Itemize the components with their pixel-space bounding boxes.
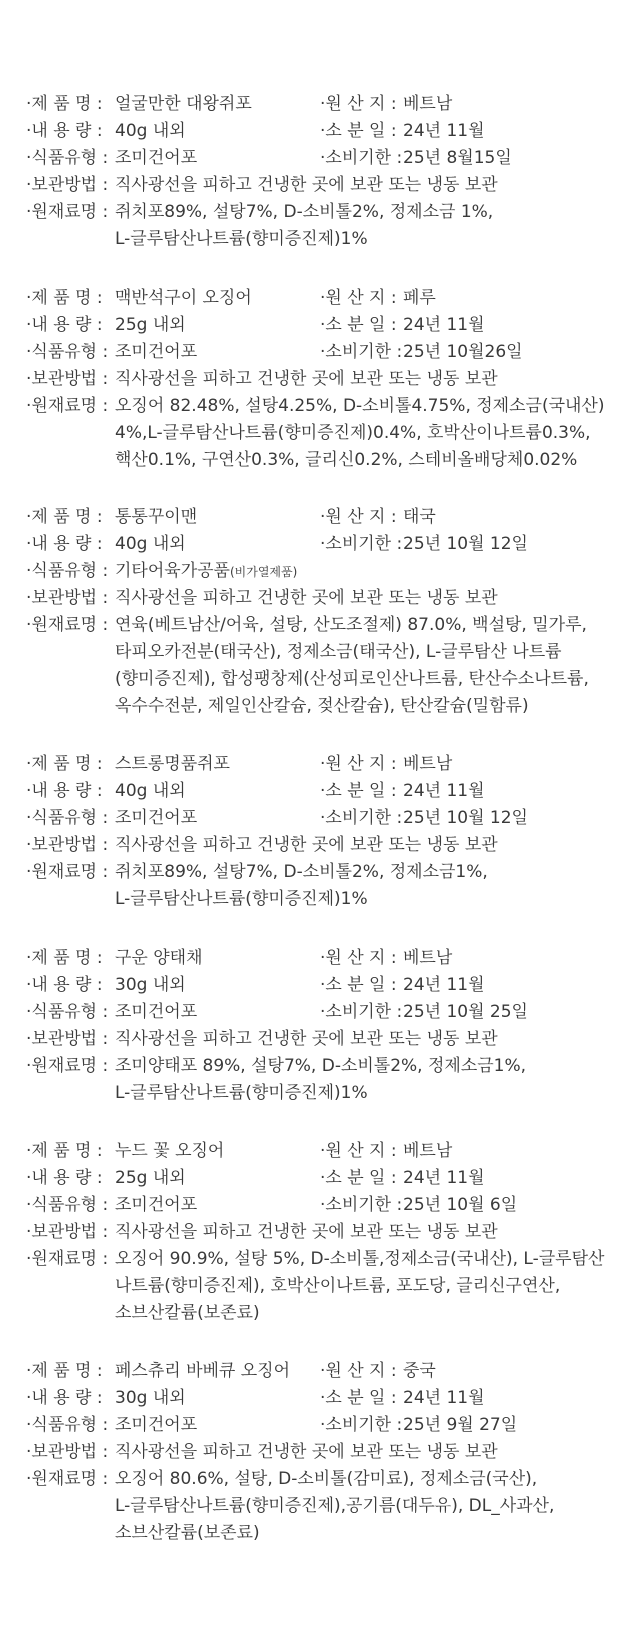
packed-value: 24년 11월 — [403, 1388, 485, 1408]
ingredients-label: ·원재료명 : — [26, 202, 109, 222]
ingredients-text — [115, 859, 615, 913]
origin-value: 중국 — [403, 1361, 436, 1381]
ingredients-text — [115, 1246, 615, 1327]
row-content — [0, 531, 640, 558]
product-block — [0, 285, 640, 470]
ingredients-label: ·원재료명 : — [26, 1249, 109, 1269]
type-value: 조미건어포 — [115, 148, 198, 168]
type-value: 조미건어포 — [115, 1002, 198, 1022]
product-name: 누드 꽃 오징어 — [115, 1141, 225, 1161]
product-block — [0, 91, 640, 249]
origin-value: 태국 — [403, 507, 436, 527]
ingredients-line: 오징어 90.9%, 설탕 5%, D-소비톨,정제소금(국내산), L-글루탐산 — [115, 1249, 605, 1269]
expiry-label: ·소비기한 : — [320, 1415, 403, 1435]
content-label: ·내 용 량 : — [26, 534, 103, 554]
row-type — [0, 1412, 640, 1439]
type-label: ·식품유형 : — [26, 808, 109, 828]
expiry-value: 25년 10월 6일 — [403, 1195, 518, 1215]
type-value: 조미건어포 — [115, 342, 198, 362]
product-block — [0, 1358, 640, 1543]
row-ingredients — [0, 199, 640, 249]
type-label: ·식품유형 : — [26, 1002, 109, 1022]
expiry-value: 25년 10월26일 — [403, 342, 523, 362]
ingredients-line: L-글루탐산나트륨(향미증진제)1% — [115, 229, 368, 249]
row-ingredients — [0, 1466, 640, 1543]
row-type — [0, 1192, 640, 1219]
ingredients-label: ·원재료명 : — [26, 615, 109, 635]
storage-label: ·보관방법 : — [26, 588, 109, 608]
content-value: 40g 내외 — [115, 781, 186, 801]
origin-value: 베트남 — [403, 754, 453, 774]
content-value: 40g 내외 — [115, 121, 186, 141]
origin-value: 페루 — [403, 288, 436, 308]
content-label: ·내 용 량 : — [26, 1168, 103, 1188]
row-storage — [0, 1439, 640, 1466]
ingredients-line: 쥐치포89%, 설탕7%, D-소비톨2%, 정제소금1%, — [115, 862, 488, 882]
ingredients-line: 연육(베트남산/어육, 설탕, 산도조절제) 87.0%, 백설탕, 밀가루, — [115, 615, 587, 635]
origin-label: ·원 산 지 : — [320, 754, 397, 774]
row-name — [0, 504, 640, 531]
packed-value: 24년 11월 — [403, 781, 485, 801]
ingredients-text — [115, 393, 615, 474]
content-value: 25g 내외 — [115, 315, 186, 335]
product-block — [0, 1138, 640, 1323]
row-storage — [0, 1026, 640, 1053]
row-content — [0, 972, 640, 999]
content-label: ·내 용 량 : — [26, 1388, 103, 1408]
packed-label: ·소 분 일 : — [320, 315, 397, 335]
name-label: ·제 품 명 : — [26, 1141, 103, 1161]
ingredients-line: 핵산0.1%, 구연산0.3%, 글리신0.2%, 스테비올배당체0.02% — [115, 450, 578, 470]
row-ingredients — [0, 859, 640, 909]
packed-label: ·소 분 일 : — [320, 1168, 397, 1188]
type-value: 기타어육가공품 — [115, 561, 230, 581]
storage-label: ·보관방법 : — [26, 1222, 109, 1242]
row-name — [0, 91, 640, 118]
product-name: 구운 양태채 — [115, 948, 203, 968]
origin-value: 베트남 — [403, 948, 453, 968]
content-label: ·내 용 량 : — [26, 975, 103, 995]
row-type — [0, 805, 640, 832]
type-note: (비가열제품) — [229, 565, 298, 579]
expiry-value: 25년 9월 27일 — [403, 1415, 518, 1435]
storage-value: 직사광선을 피하고 건냉한 곳에 보관 또는 냉동 보관 — [115, 1029, 498, 1049]
product-name: 통통꾸이맨 — [115, 507, 198, 527]
origin-label: ·원 산 지 : — [320, 948, 397, 968]
ingredients-line: 나트륨(향미증진제), 호박산이나트륨, 포도당, 글리신구연산, — [115, 1276, 561, 1296]
row-ingredients — [0, 393, 640, 470]
content-label: ·내 용 량 : — [26, 315, 103, 335]
type-label: ·식품유형 : — [26, 342, 109, 362]
origin-value: 베트남 — [403, 94, 453, 114]
storage-label: ·보관방법 : — [26, 835, 109, 855]
storage-value: 직사광선을 피하고 건냉한 곳에 보관 또는 냉동 보관 — [115, 1442, 498, 1462]
row-storage — [0, 832, 640, 859]
ingredients-text — [115, 612, 615, 720]
packed-label: ·소 분 일 : — [320, 121, 397, 141]
content-value: 30g 내외 — [115, 1388, 186, 1408]
row-content — [0, 1385, 640, 1412]
row-name — [0, 1138, 640, 1165]
ingredients-line: 오징어 80.6%, 설탕, D-소비톨(감미료), 정제소금(국산), — [115, 1469, 538, 1489]
content-label: ·내 용 량 : — [26, 781, 103, 801]
expiry-value: 25년 8월15일 — [403, 148, 512, 168]
packed-value: 24년 11월 — [403, 1168, 485, 1188]
expiry-label: ·소비기한 : — [320, 808, 403, 828]
product-block — [0, 945, 640, 1103]
ingredients-line: 타피오카전분(태국산), 정제소금(태국산), L-글루탐산 나트륨 — [115, 642, 562, 662]
name-label: ·제 품 명 : — [26, 1361, 103, 1381]
row-storage — [0, 585, 640, 612]
packed-label: ·소 분 일 : — [320, 1388, 397, 1408]
storage-label: ·보관방법 : — [26, 1442, 109, 1462]
origin-label: ·원 산 지 : — [320, 507, 397, 527]
ingredients-line: L-글루탐산나트륨(향미증진제),공기름(대두유), DL_사과산, — [115, 1496, 555, 1516]
row-content — [0, 118, 640, 145]
product-name: 얼굴만한 대왕쥐포 — [115, 94, 252, 114]
product-name: 맥반석구이 오징어 — [115, 288, 252, 308]
row-ingredients — [0, 612, 640, 716]
ingredients-label: ·원재료명 : — [26, 396, 109, 416]
content-value: 30g 내외 — [115, 975, 186, 995]
type-value: 조미건어포 — [115, 808, 198, 828]
ingredients-line: (향미증진제), 합성팽창제(산성피로인산나트륨, 탄산수소나트륨, — [115, 669, 589, 689]
type-label: ·식품유형 : — [26, 148, 109, 168]
packed-value: 24년 11월 — [403, 975, 485, 995]
expiry-label: ·소비기한 : — [320, 148, 403, 168]
ingredients-line: L-글루탐산나트륨(향미증진제)1% — [115, 889, 368, 909]
ingredients-line: 오징어 82.48%, 설탕4.25%, D-소비톨4.75%, 정제소금(국내산) — [115, 396, 605, 416]
content-value: 40g 내외 — [115, 534, 186, 554]
ingredients-line: 소브산칼륨(보존료) — [115, 1303, 260, 1323]
origin-label: ·원 산 지 : — [320, 1141, 397, 1161]
storage-value: 직사광선을 피하고 건냉한 곳에 보관 또는 냉동 보관 — [115, 1222, 498, 1242]
type-value: 조미건어포 — [115, 1195, 198, 1215]
expiry-value: 25년 10월 12일 — [403, 534, 528, 554]
row-type — [0, 999, 640, 1026]
name-label: ·제 품 명 : — [26, 754, 103, 774]
ingredients-line: 4%,L-글루탐산나트륨(향미증진제)0.4%, 호박산이나트륨0.3%, — [115, 423, 591, 443]
row-type — [0, 339, 640, 366]
expiry-value: 25년 10월 12일 — [403, 808, 528, 828]
product-name: 페스츄리 바베큐 오징어 — [115, 1361, 291, 1381]
storage-value: 직사광선을 피하고 건냉한 곳에 보관 또는 냉동 보관 — [115, 369, 498, 389]
row-name — [0, 285, 640, 312]
storage-label: ·보관방법 : — [26, 175, 109, 195]
origin-value: 베트남 — [403, 1141, 453, 1161]
name-label: ·제 품 명 : — [26, 288, 103, 308]
ingredients-line: 조미양태포 89%, 설탕7%, D-소비톨2%, 정제소금1%, — [115, 1056, 527, 1076]
ingredients-text — [115, 1466, 615, 1547]
row-name — [0, 1358, 640, 1385]
row-storage — [0, 1219, 640, 1246]
row-type — [0, 558, 640, 585]
expiry-label: ·소비기한 : — [320, 534, 403, 554]
storage-label: ·보관방법 : — [26, 369, 109, 389]
type-value-wrap — [115, 558, 297, 586]
row-ingredients — [0, 1053, 640, 1103]
type-label: ·식품유형 : — [26, 1415, 109, 1435]
type-label: ·식품유형 : — [26, 1195, 109, 1215]
name-label: ·제 품 명 : — [26, 94, 103, 114]
product-block — [0, 504, 640, 716]
packed-label: ·소 분 일 : — [320, 975, 397, 995]
expiry-label: ·소비기한 : — [320, 342, 403, 362]
row-name — [0, 945, 640, 972]
packed-label: ·소 분 일 : — [320, 781, 397, 801]
ingredients-label: ·원재료명 : — [26, 1469, 109, 1489]
row-content — [0, 778, 640, 805]
storage-value: 직사광선을 피하고 건냉한 곳에 보관 또는 냉동 보관 — [115, 835, 498, 855]
name-label: ·제 품 명 : — [26, 507, 103, 527]
row-name — [0, 751, 640, 778]
ingredients-line: 소브산칼륨(보존료) — [115, 1523, 260, 1543]
ingredients-label: ·원재료명 : — [26, 862, 109, 882]
ingredients-line: 쥐치포89%, 설탕7%, D-소비톨2%, 정제소금 1%, — [115, 202, 494, 222]
row-content — [0, 312, 640, 339]
expiry-value: 25년 10월 25일 — [403, 1002, 528, 1022]
type-value: 조미건어포 — [115, 1415, 198, 1435]
ingredients-label: ·원재료명 : — [26, 1056, 109, 1076]
storage-value: 직사광선을 피하고 건냉한 곳에 보관 또는 냉동 보관 — [115, 588, 498, 608]
storage-value: 직사광선을 피하고 건냉한 곳에 보관 또는 냉동 보관 — [115, 175, 498, 195]
ingredients-text — [115, 1053, 615, 1107]
storage-label: ·보관방법 : — [26, 1029, 109, 1049]
row-ingredients — [0, 1246, 640, 1323]
expiry-label: ·소비기한 : — [320, 1195, 403, 1215]
origin-label: ·원 산 지 : — [320, 288, 397, 308]
product-name: 스트롱명품쥐포 — [115, 754, 230, 774]
origin-label: ·원 산 지 : — [320, 94, 397, 114]
row-type — [0, 145, 640, 172]
name-label: ·제 품 명 : — [26, 948, 103, 968]
packed-value: 24년 11월 — [403, 315, 485, 335]
row-storage — [0, 366, 640, 393]
type-label: ·식품유형 : — [26, 561, 109, 581]
content-label: ·내 용 량 : — [26, 121, 103, 141]
product-block — [0, 751, 640, 909]
row-storage — [0, 172, 640, 199]
packed-value: 24년 11월 — [403, 121, 485, 141]
origin-label: ·원 산 지 : — [320, 1361, 397, 1381]
ingredients-line: L-글루탐산나트륨(향미증진제)1% — [115, 1083, 368, 1103]
ingredients-text — [115, 199, 615, 253]
expiry-label: ·소비기한 : — [320, 1002, 403, 1022]
row-content — [0, 1165, 640, 1192]
content-value: 25g 내외 — [115, 1168, 186, 1188]
ingredients-line: 옥수수전분, 제일인산칼슘, 젖산칼슘), 탄산칼슘(밀함류) — [115, 696, 529, 716]
